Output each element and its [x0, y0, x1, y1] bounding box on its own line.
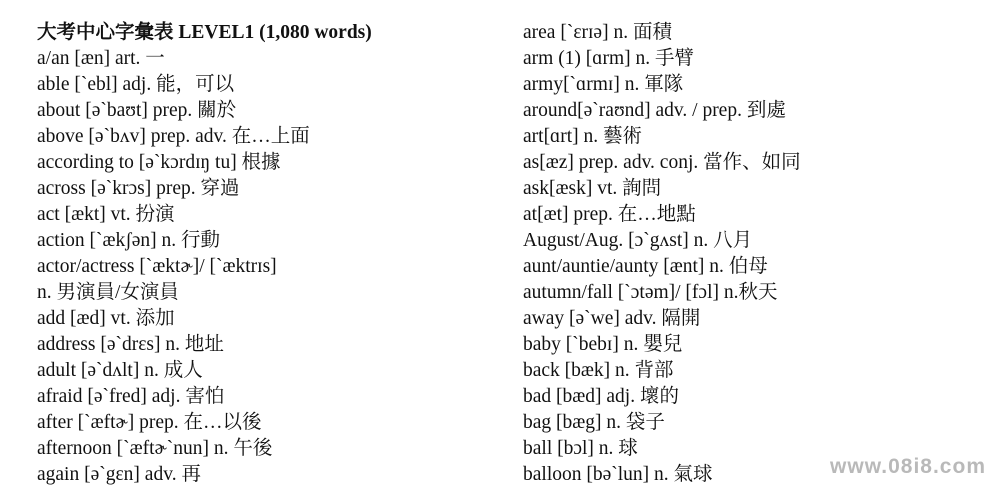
vocab-entry: actor/actress [`æktɚ]/ [`æktrɪs] [37, 256, 277, 277]
vocab-entry: n. 男演員/女演員 [37, 282, 179, 303]
vocab-entry: afraid [ə`fred] adj. 害怕 [37, 386, 225, 407]
vocab-entry: action [`ækʃən] n. 行動 [37, 230, 221, 251]
vocab-entry: baby [`bebɪ] n. 嬰兒 [523, 334, 683, 355]
vocab-entry: aunt/auntie/aunty [ænt] n. 伯母 [523, 256, 768, 277]
vocab-entry: bad [bæd] adj. 壞的 [523, 386, 679, 407]
vocab-entry: as[æz] prep. adv. conj. 當作、如同 [523, 152, 801, 173]
vocab-entry: according to [ə`kɔrdɪŋ tu] 根據 [37, 152, 281, 173]
vocab-entry: afternoon [`æftɚ`nun] n. 午後 [37, 438, 273, 459]
vocab-entry: ask[æsk] vt. 詢問 [523, 178, 662, 199]
vocab-entry: arm (1) [ɑrm] n. 手臂 [523, 48, 695, 69]
vocab-entry: around[ə`raʊnd] adv. / prep. 到處 [523, 100, 786, 121]
vocab-entry: area [`ɛrɪə] n. 面積 [523, 22, 672, 43]
vocab-entry: back [bæk] n. 背部 [523, 360, 674, 381]
vocab-entry: August/Aug. [ɔ`gʌst] n. 八月 [523, 230, 753, 251]
vocab-entry: address [ə`drɛs] n. 地址 [37, 334, 224, 355]
watermark: www.08i8.com [830, 455, 986, 478]
vocab-entry: a/an [æn] art. 一 [37, 48, 165, 69]
vocab-entry: after [`æftɚ] prep. 在…以後 [37, 412, 262, 433]
vocab-entry: autumn/fall [`ɔtəm]/ [fɔl] n.秋天 [523, 282, 778, 303]
vocab-entry: away [ə`we] adv. 隔開 [523, 308, 701, 329]
vocab-entry: add [æd] vt. 添加 [37, 308, 175, 329]
vocab-entry: again [ə`gɛn] adv. 再 [37, 464, 201, 485]
vocab-entry: able [`ebl] adj. 能，可以 [37, 74, 235, 95]
vocab-entry: balloon [bə`lun] n. 氣球 [523, 464, 713, 485]
page-title: 大考中心字彙表 LEVEL1 (1,080 words) [37, 22, 372, 43]
vocab-entry: art[ɑrt] n. 藝術 [523, 126, 643, 147]
vocab-entry: adult [ə`dʌlt] n. 成人 [37, 360, 203, 381]
vocab-entry: across [ə`krɔs] prep. 穿過 [37, 178, 240, 199]
vocab-entry: above [ə`bʌv] prep. adv. 在…上面 [37, 126, 310, 147]
vocab-entry: bag [bæg] n. 袋子 [523, 412, 665, 433]
vocab-entry: about [ə`baʊt] prep. 關於 [37, 100, 237, 121]
left-column [37, 20, 507, 488]
vocab-entry: ball [bɔl] n. 球 [523, 438, 638, 459]
vocab-entry: at[æt] prep. 在…地點 [523, 204, 696, 225]
vocab-entry: army[`ɑrmɪ] n. 軍隊 [523, 74, 684, 95]
right-column [523, 20, 983, 488]
vocab-entry: act [ækt] vt. 扮演 [37, 204, 175, 225]
